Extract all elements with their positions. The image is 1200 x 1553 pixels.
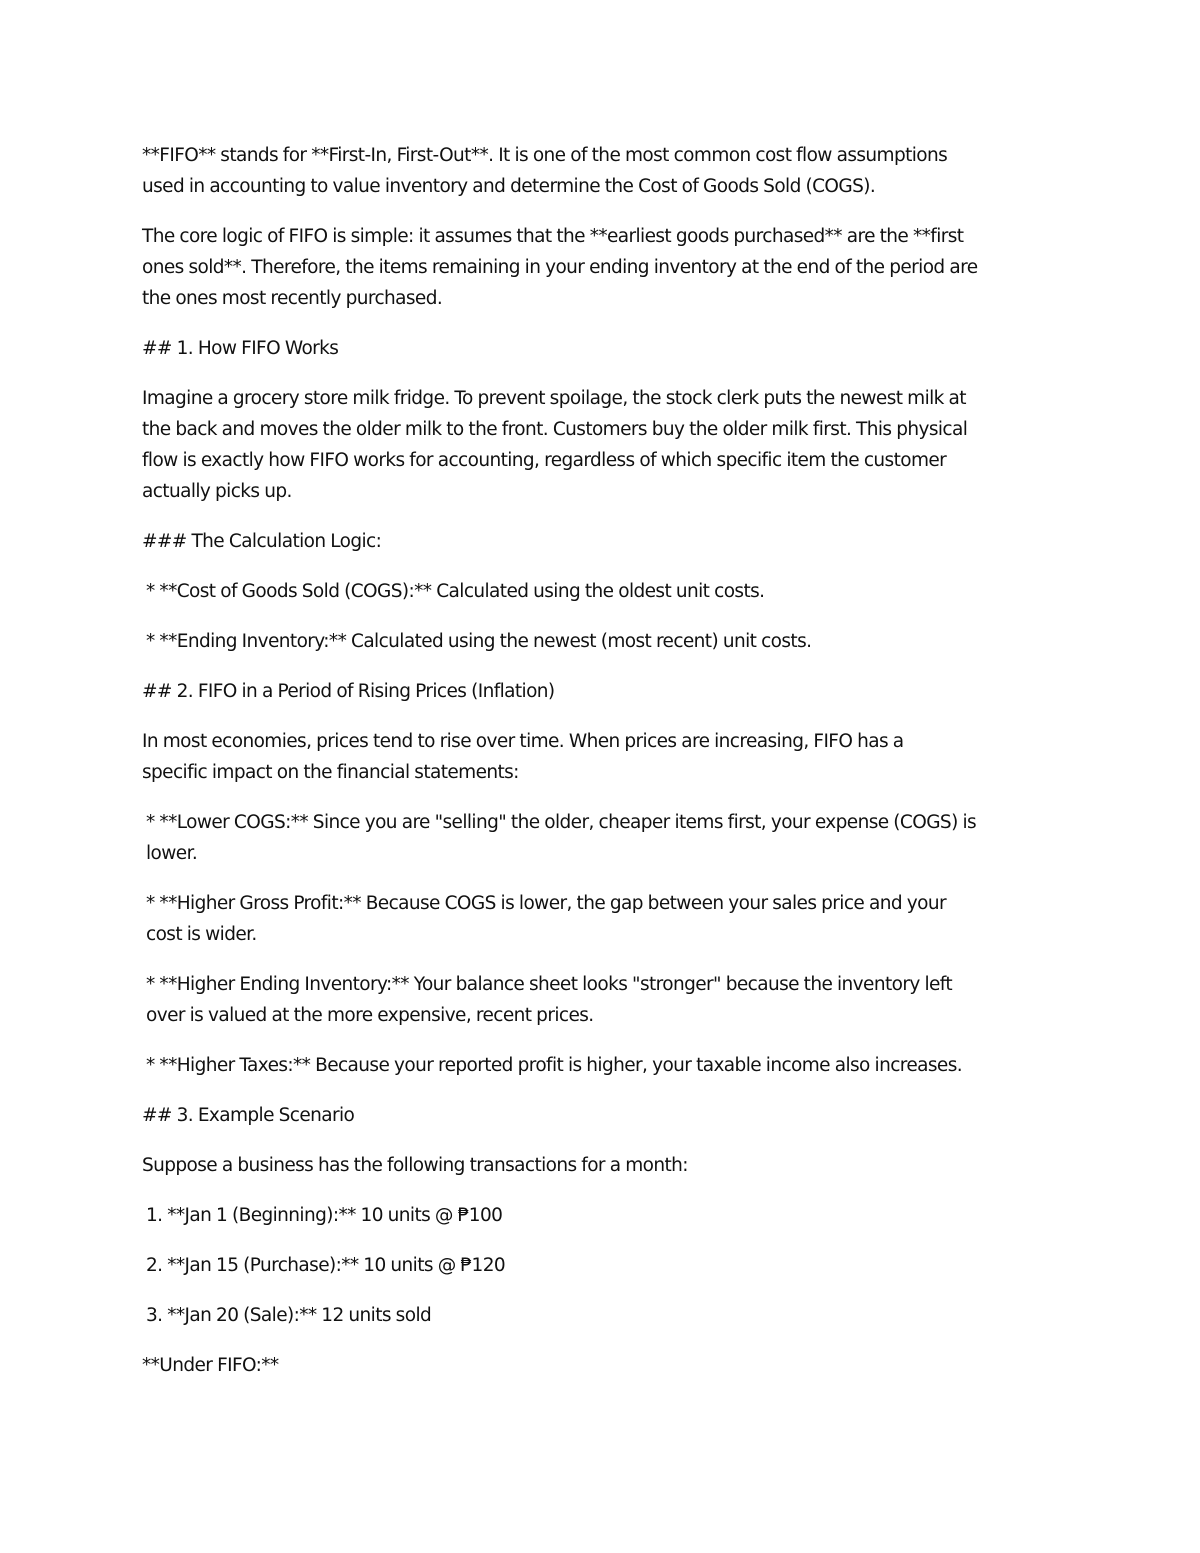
paragraph <box>142 383 1062 507</box>
document-body <box>142 140 1062 1400</box>
text-line: * **Lower COGS:** Since you are "selling" the older, cheaper items first, your expense (COGS) is <box>146 812 977 833</box>
numbered-item <box>142 1250 1062 1281</box>
text-line: **FIFO** stands for **First-In, First-Out**. It is one of the most common cost flow assumptions <box>142 145 948 166</box>
bullet-item <box>142 807 1062 869</box>
section-heading <box>142 1100 1062 1131</box>
text-line: ones sold**. Therefore, the items remaining in your ending inventory at the end of the period are <box>142 257 978 278</box>
section-heading <box>142 676 1062 707</box>
text-line: In most economies, prices tend to rise over time. When prices are increasing, FIFO has a <box>142 731 904 752</box>
text-line: flow is exactly how FIFO works for accounting, regardless of which specific item the customer <box>142 450 947 471</box>
section-heading <box>142 333 1062 364</box>
paragraph <box>142 726 1062 788</box>
text-line: ## 3. Example Scenario <box>142 1105 355 1126</box>
text-line: * **Higher Ending Inventory:** Your balance sheet looks "stronger" because the inventory left <box>146 974 953 995</box>
text-line: * **Higher Taxes:** Because your reported profit is higher, your taxable income also increases. <box>146 1055 963 1076</box>
paragraph <box>142 221 1062 314</box>
text-line: 2. **Jan 15 (Purchase):** 10 units @ ₱120 <box>146 1255 506 1276</box>
text-line: 3. **Jan 20 (Sale):** 12 units sold <box>146 1305 432 1326</box>
text-line: The core logic of FIFO is simple: it assumes that the **earliest goods purchased** are the **first <box>142 226 964 247</box>
text-line: Suppose a business has the following transactions for a month: <box>142 1155 688 1176</box>
bullet-item <box>142 969 1062 1031</box>
text-line: lower. <box>146 843 198 864</box>
text-line: 1. **Jan 1 (Beginning):** 10 units @ ₱100 <box>146 1205 503 1226</box>
bullet-item <box>142 576 1062 607</box>
numbered-item <box>142 1300 1062 1331</box>
section-heading <box>142 526 1062 557</box>
text-line: specific impact on the financial statements: <box>142 762 519 783</box>
text-line: the ones most recently purchased. <box>142 288 443 309</box>
paragraph <box>142 1350 1062 1381</box>
text-line: ## 1. How FIFO Works <box>142 338 339 359</box>
numbered-item <box>142 1200 1062 1231</box>
text-line: over is valued at the more expensive, recent prices. <box>146 1005 594 1026</box>
text-line: * **Ending Inventory:** Calculated using the newest (most recent) unit costs. <box>146 631 812 652</box>
text-line: * **Cost of Goods Sold (COGS):** Calculated using the oldest unit costs. <box>146 581 765 602</box>
paragraph <box>142 1150 1062 1181</box>
text-line: cost is wider. <box>146 924 257 945</box>
text-line: **Under FIFO:** <box>142 1355 279 1376</box>
text-line: Imagine a grocery store milk fridge. To prevent spoilage, the stock clerk puts the newest milk at <box>142 388 966 409</box>
text-line: ### The Calculation Logic: <box>142 531 382 552</box>
paragraph <box>142 140 1062 202</box>
text-line: * **Higher Gross Profit:** Because COGS is lower, the gap between your sales price and your <box>146 893 946 914</box>
bullet-item <box>142 1050 1062 1081</box>
text-line: actually picks up. <box>142 481 292 502</box>
text-line: the back and moves the older milk to the front. Customers buy the older milk first. This physical <box>142 419 968 440</box>
bullet-item <box>142 626 1062 657</box>
text-line: used in accounting to value inventory and determine the Cost of Goods Sold (COGS). <box>142 176 876 197</box>
text-line: ## 2. FIFO in a Period of Rising Prices (Inflation) <box>142 681 555 702</box>
bullet-item <box>142 888 1062 950</box>
